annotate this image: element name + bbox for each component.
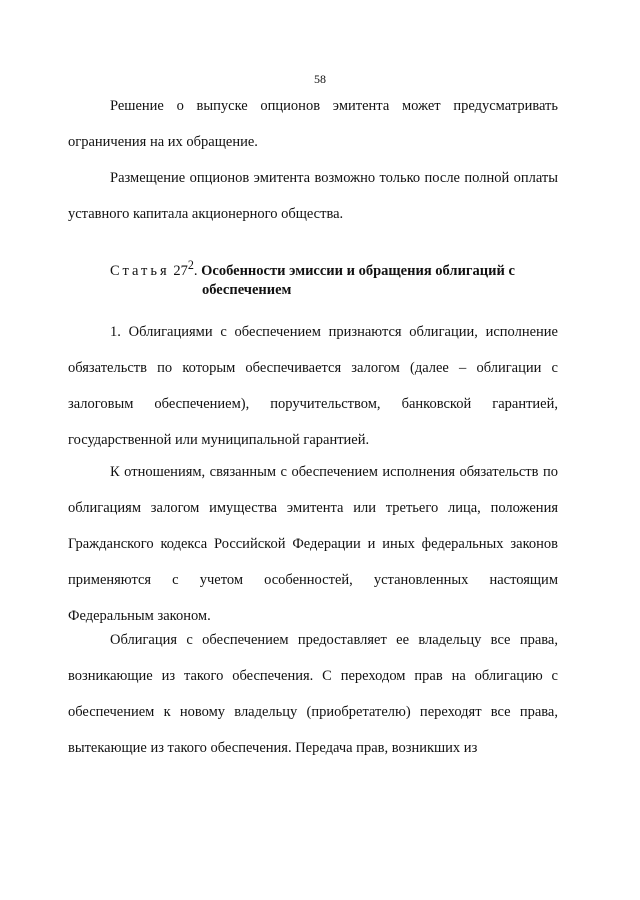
page-number: 58 bbox=[314, 72, 326, 86]
article-label: Статья bbox=[110, 262, 170, 279]
paragraph-owner-rights: Облигация с обеспечением предоставляет ее владельцу все права, возникающие из такого обеспечения. С переходом прав на облигацию с обеспечением к новому владельцу (приобретателю) переходят все права, вытекающие из такого обеспечения. Передача прав, возникших из bbox=[68, 632, 558, 756]
paragraph-options-placement: Размещение опционов эмитента возможно только после полной оплаты уставного капитала акционерного общества. bbox=[68, 170, 558, 222]
paragraph-civil-code-application: К отношениям, связанным с обеспечением исполнения обязательств по облигациям залогом имущества эмитента или третьего лица, положения Гражданского кодекса Российской Федерации и иных федеральных законов применяются с учетом особенностей, установленных настоящим Федеральным законом. bbox=[68, 464, 558, 624]
article-title-line2: обеспечением bbox=[202, 281, 292, 298]
paragraph-secured-bonds-definition: 1. Облигациями с обеспечением признаются облигации, исполнение обязательств по которым обеспечивается залогом (далее – облигации с залоговым обеспечением), поручительством, банковской гарантией, государственной или муниципальной гарантией. bbox=[68, 324, 558, 448]
article-superscript: 2 bbox=[187, 258, 194, 272]
article-title-line1: Особенности эмиссии и обращения облигаций с bbox=[201, 262, 515, 279]
article-number: 27 bbox=[173, 262, 188, 279]
paragraph-options-restrictions: Решение о выпуске опционов эмитента может предусматривать ограничения на их обращение. bbox=[68, 98, 558, 150]
article-heading: Статья $27^2$. Особенности эмиссии и обращения облигаций с обеспечением bbox=[110, 256, 570, 300]
